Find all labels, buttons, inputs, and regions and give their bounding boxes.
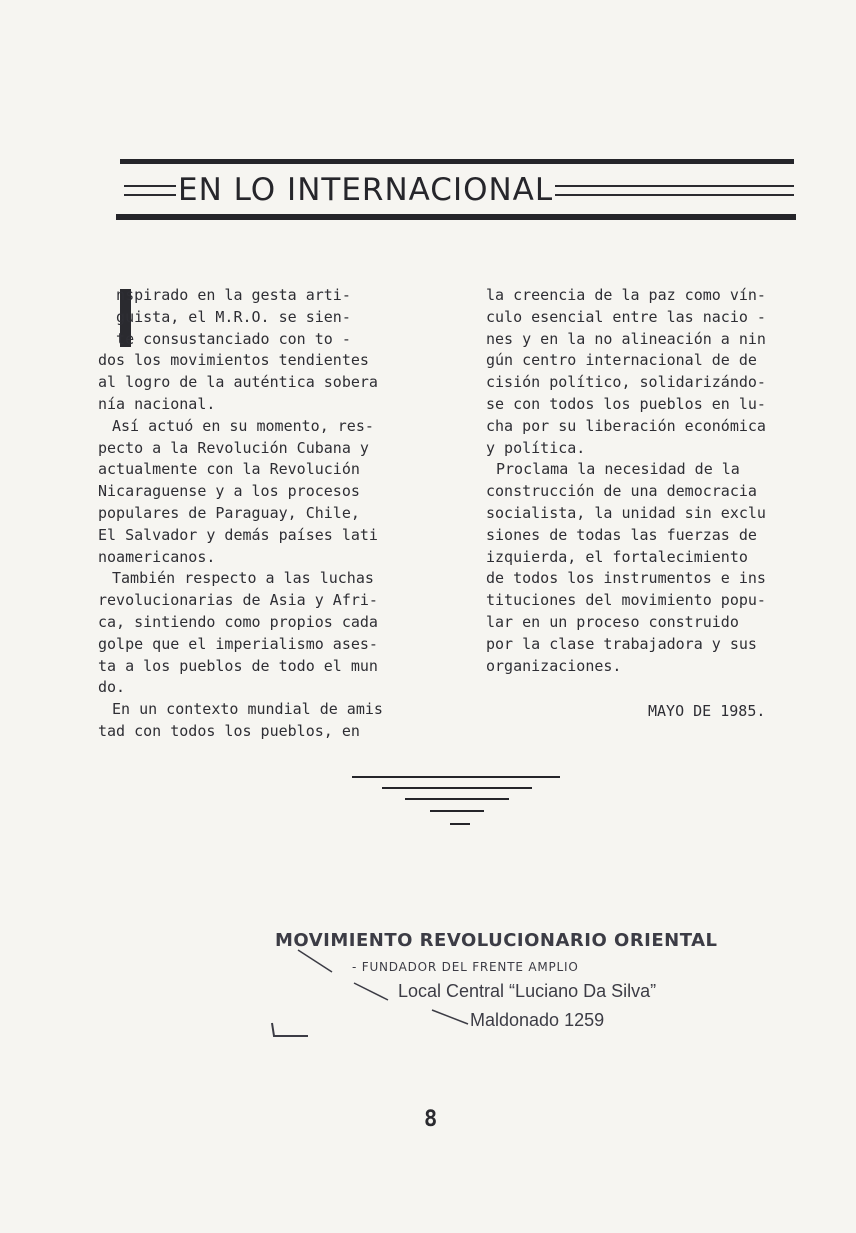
stamp-line-4: Maldonado 1259 bbox=[470, 1010, 605, 1030]
text-line: socialista, la unidad sin exclu bbox=[486, 503, 766, 522]
section-title: EN LO INTERNACIONAL bbox=[178, 171, 554, 208]
text-line: Así actuó en su momento, res- bbox=[112, 416, 374, 435]
text-line: nía nacional. bbox=[98, 394, 216, 413]
stamp-line-2: - FUNDADOR DEL FRENTE AMPLIO bbox=[352, 960, 579, 974]
text-line: se con todos los pueblos en lu- bbox=[486, 394, 766, 413]
text-line: nes y en la no alineación a nin bbox=[486, 329, 766, 348]
text-line: te consustanciado con to - bbox=[98, 329, 351, 348]
text-line: ta a los pueblos de todo el mun bbox=[98, 656, 378, 675]
text-line: construcción de una democracia bbox=[486, 482, 757, 501]
text-line: la creencia de la paz como vín- bbox=[486, 286, 766, 304]
text-line: También respecto a las luchas bbox=[112, 569, 374, 588]
heading-bottom-rule bbox=[116, 214, 796, 220]
article-left-column bbox=[98, 285, 448, 743]
text-line: tituciones del movimiento popu- bbox=[486, 591, 766, 610]
text-line: cha por su liberación económica bbox=[486, 416, 766, 435]
text-line: noamericanos. bbox=[98, 547, 216, 566]
text-line: do. bbox=[98, 678, 126, 697]
text-line: organizaciones. bbox=[486, 656, 622, 675]
article-date: MAYO DE 1985. bbox=[648, 702, 766, 720]
text-line: pecto a la Revolución Cubana y bbox=[98, 438, 369, 457]
organization-stamp bbox=[270, 928, 730, 1048]
text-line: guista, el M.R.O. se sien- bbox=[98, 307, 351, 326]
text-line: actualmente con la Revolución bbox=[98, 460, 360, 479]
ornament-rule-5 bbox=[450, 823, 470, 825]
heading-right-double-rule bbox=[555, 185, 794, 196]
text-line: Proclama la necesidad de la bbox=[496, 460, 740, 479]
article-right-column bbox=[486, 285, 831, 677]
text-line: El Salvador y demás países lati bbox=[98, 525, 378, 544]
text-line: izquierda, el fortalecimiento bbox=[486, 547, 748, 566]
text-line: por la clase trabajadora y sus bbox=[486, 634, 757, 653]
text-line: cisión político, solidarizándo- bbox=[486, 373, 766, 392]
ornament-rule-4 bbox=[430, 810, 484, 812]
text-line: dos los movimientos tendientes bbox=[98, 351, 369, 370]
page-number: 8 bbox=[424, 1107, 438, 1132]
text-line: populares de Paraguay, Chile, bbox=[98, 503, 360, 522]
text-line: al logro de la auténtica sobera bbox=[98, 373, 378, 392]
text-line: tad con todos los pueblos, en bbox=[98, 721, 360, 740]
stamp-flourish-icon bbox=[270, 928, 730, 1048]
text-line: gún centro internacional de de bbox=[486, 351, 757, 370]
text-line: En un contexto mundial de amis bbox=[112, 700, 383, 719]
text-line: golpe que el imperialismo ases- bbox=[98, 634, 378, 653]
text-line: culo esencial entre las nacio - bbox=[486, 307, 766, 326]
text-line: ca, sintiendo como propios cada bbox=[98, 612, 378, 631]
text-line: nspirado en la gesta arti- bbox=[98, 286, 351, 304]
ornament-rule-2 bbox=[382, 787, 532, 789]
text-line: lar en un proceso construido bbox=[486, 612, 739, 631]
stamp-line-3: Local Central “Luciano Da Silva” bbox=[398, 981, 657, 1001]
text-line: siones de todas las fuerzas de bbox=[486, 525, 757, 544]
text-line: y política. bbox=[486, 438, 586, 457]
stamp-line-1: MOVIMIENTO REVOLUCIONARIO ORIENTAL bbox=[275, 930, 718, 951]
ornament-rule-3 bbox=[405, 798, 509, 800]
heading-left-double-rule bbox=[124, 185, 176, 196]
top-rule bbox=[120, 159, 794, 164]
text-line: Nicaraguense y a los procesos bbox=[98, 482, 360, 501]
ornament-rule-1 bbox=[352, 776, 560, 778]
text-line: de todos los instrumentos e ins bbox=[486, 569, 766, 588]
text-line: revolucionarias de Asia y Afri- bbox=[98, 591, 378, 610]
section-heading bbox=[124, 170, 794, 210]
